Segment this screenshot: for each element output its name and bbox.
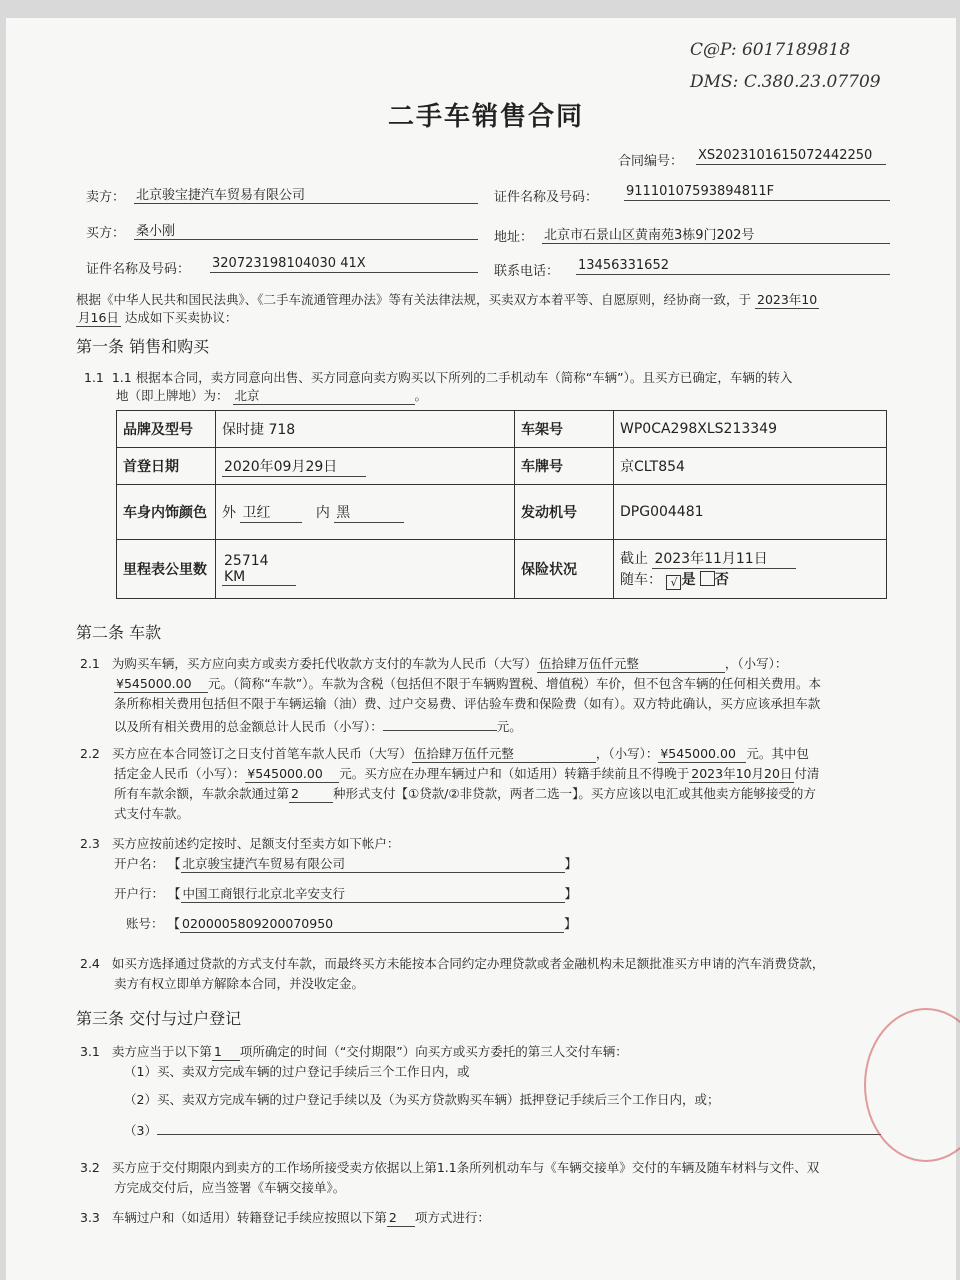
exterior-color: 卫红 — [240, 502, 302, 523]
buyer-address-value: 北京市石景山区黄南苑3栋9门202号 — [542, 224, 890, 244]
mileage-label: 里程表公里数 — [117, 540, 216, 599]
brand-label: 品牌及型号 — [117, 411, 216, 448]
handwritten-dms-note: DMS: C.380.23.07709 — [690, 72, 881, 92]
buyer-label: 买方： — [86, 226, 126, 241]
section-2-title: 第二条 车款 — [76, 623, 162, 642]
interior-color: 黑 — [334, 502, 404, 523]
p21-amount-words: 伍拾肆万伍仟元整 — [537, 654, 725, 673]
brand-value: 保时捷 718 — [216, 411, 515, 448]
preamble-line-1: 根据《中华人民共和国民法典》、《二手车流通管理办法》等有关法律法规，买卖双方本着平等、自愿原则，经协商一致，于 2023年10 — [76, 292, 818, 307]
insurance-until: 2023年11月11日 — [652, 548, 796, 569]
account-bank-row: 开户行： 【 中国工商银行北京北辛安支行 】 — [114, 886, 578, 901]
p22-line-1: 2.2 买方应在本合同签订之日支付首笔车款人民币（大写） 伍拾肆万伍仟元整 ，（小写）： ¥545000.00 元。其中包 — [80, 746, 809, 761]
p24-line-2: 卖方有权立即单方解除本合同，并没收定金。 — [114, 976, 365, 991]
p21-line-4: 以及所有相关费用的总金额总计人民币（小写）： 元。 — [114, 714, 522, 735]
plate-label: 车牌号 — [515, 448, 614, 485]
p22-line-3: 所有车款余额，车款余款通过第 2 种形式支付【①贷款/②非贷款，两者二选一】。买方应该以电汇或其他卖方能够接受的方 — [114, 786, 816, 801]
vin-value: WP0CA298XLS213349 — [614, 411, 887, 448]
mileage-cell — [216, 540, 515, 599]
account-name-row: 开户名： 【 北京骏宝捷汽车贸易有限公司 】 — [114, 856, 578, 871]
p31-item: 1 — [212, 1044, 240, 1061]
document-title: 二手车销售合同 — [388, 102, 585, 132]
p21-total-blank — [383, 714, 497, 731]
buyer-address-label: 地址： — [494, 230, 534, 245]
section-1-title: 第一条 销售和购买 — [76, 337, 210, 356]
insurance-cell: 截止 2023年11月11日 随车： √ 是 否 — [614, 540, 887, 599]
preamble-line-2: 月16日 达成如下买卖协议： — [78, 310, 238, 325]
engine-label: 发动机号 — [515, 485, 614, 540]
contract-no-label: 合同编号： — [618, 154, 684, 169]
insurance-label: 保险状况 — [515, 540, 614, 599]
seller-label: 卖方： — [86, 190, 126, 205]
seller-name: 北京骏宝捷汽车贸易有限公司 — [134, 184, 478, 204]
plate-value: 京CLT854 — [614, 448, 887, 485]
p22-line-2: 括定金人民币（小写）： ¥545000.00 元。买方应在办理车辆过户和（如适用）转籍手续前且不得晚于 2023年10月20日 付清 — [114, 766, 820, 781]
vin-label: 车架号 — [515, 411, 614, 448]
p31-option-1: （1）买、卖双方完成车辆的过户登记手续后三个工作日内，或 — [124, 1064, 470, 1079]
buyer-id-label: 证件名称及号码： — [86, 262, 191, 277]
account-bank: 中国工商银行北京北辛安支行 — [181, 884, 565, 903]
p31-line: 3.1 卖方应当于以下第 1 项所确定的时间（“交付期限”）向买方或买方委托的第三人交付车辆： — [80, 1044, 628, 1059]
account-number: 0200005809200070950 — [180, 916, 564, 933]
p11-line-2: 地（即上牌地）为： 北京 。 — [116, 388, 428, 403]
p22-amount-figures: ¥545000.00 — [658, 746, 746, 763]
insurance-no-checkbox[interactable] — [700, 571, 715, 586]
buyer-id-value: 320723198104030 41X — [210, 256, 478, 273]
color-label: 车身内饰颜色 — [117, 485, 216, 540]
p24-line-1: 2.4 如买方选择通过贷款的方式支付车款，而最终买方未能按本合同约定办理贷款或者金融机构未足额批准买方申请的汽车消费贷款， — [80, 956, 825, 971]
preamble-date-b: 月16日 — [78, 310, 119, 325]
p22-payment-way: 2 — [289, 786, 333, 803]
table-row — [117, 448, 887, 485]
p31-option-3: （3） — [124, 1118, 881, 1139]
p21-line-1: 2.1 为购买车辆，买方应向卖方或卖方委托代收款方支付的车款为人民币（大写） 伍拾肆万伍仟元整 ，（小写）： — [80, 656, 788, 671]
mileage-value: 25714 KM — [222, 553, 296, 586]
p33-line: 3.3 车辆过户和（如适用）转籍登记手续应按照以下第 2 项方式进行： — [80, 1210, 490, 1225]
table-row — [117, 411, 887, 448]
p22-deposit: ¥545000.00 — [245, 766, 339, 783]
p22-deadline: 2023年10月20日 — [691, 766, 793, 781]
preamble-date-a: 2023年10 — [757, 292, 818, 307]
color-cell: 外 卫红 内 黑 — [216, 485, 515, 540]
contract-no-value: XS2023101615072442250 — [696, 148, 886, 165]
p21-amount-figures: ¥545000.00 — [114, 676, 208, 693]
watermark — [86, 139, 118, 178]
p31-option-3-blank — [157, 1118, 881, 1135]
p22-line-4: 式支付车款。 — [114, 806, 190, 821]
account-name: 北京骏宝捷汽车贸易有限公司 — [181, 854, 565, 873]
p21-line-2: ¥545000.00 元。（简称“车款”）。车款为含税（包括但不限于车辆购置税、增值税）车价，但不包含车辆的任何相关费用。本 — [116, 676, 821, 691]
account-no-row: 账号： 【 0200005809200070950 】 — [126, 916, 577, 931]
reg-date-label: 首登日期 — [117, 448, 216, 485]
p32-line-1: 3.2 买方应于交付期限内到卖方的工作场所接受卖方依据以上第1.1条所列机动车与《车辆交接单》交付的车辆及随车材料与文件、双 — [80, 1160, 820, 1175]
contract-page — [6, 18, 956, 1280]
p32-line-2: 方完成交付后，应当签署《车辆交接单》。 — [114, 1180, 346, 1195]
insurance-yes-checkbox[interactable]: √ — [666, 575, 681, 590]
engine-value: DPG004481 — [614, 485, 887, 540]
table-row — [117, 540, 887, 599]
p21-line-3: 条所称相关费用包括但不限于车辆运输（油）费、过户交易费、评估验车费和保险费（如有）。双方特此确认，买方应该承担车款 — [114, 696, 821, 711]
vehicle-info-table — [116, 410, 887, 599]
buyer-name: 桑小刚 — [134, 220, 478, 240]
transfer-place: 北京 — [233, 386, 415, 405]
reg-date-value: 2020年09月29日 — [222, 456, 366, 477]
p23-line-1: 2.3 买方应按前述约定按时、足额支付至卖方如下帐户： — [80, 836, 400, 851]
buyer-phone-label: 联系电话： — [494, 264, 560, 279]
p33-item: 2 — [387, 1210, 415, 1227]
p31-option-2: （2）买、卖双方完成车辆的过户登记手续以及（为买方贷款购买车辆）抵押登记手续后三个工作日内，或； — [124, 1092, 720, 1107]
p22-amount-words: 伍拾肆万伍仟元整 — [412, 744, 596, 763]
buyer-phone-value: 13456331652 — [576, 258, 890, 275]
table-row — [117, 485, 887, 540]
p11-line-1: 1.1 1.1 根据本合同，卖方同意向出售、买方同意向卖方购买以下所列的二手机动车（简称“车辆”）。且买方已确定，车辆的转入 — [84, 370, 793, 385]
seller-id-value: 91110107593894811F — [624, 184, 890, 201]
section-3-title: 第三条 交付与过户登记 — [76, 1009, 242, 1028]
reg-date-cell — [216, 448, 515, 485]
seller-id-label: 证件名称及号码： — [494, 190, 599, 205]
handwritten-cap-note: C@P: 6017189818 — [690, 40, 851, 60]
